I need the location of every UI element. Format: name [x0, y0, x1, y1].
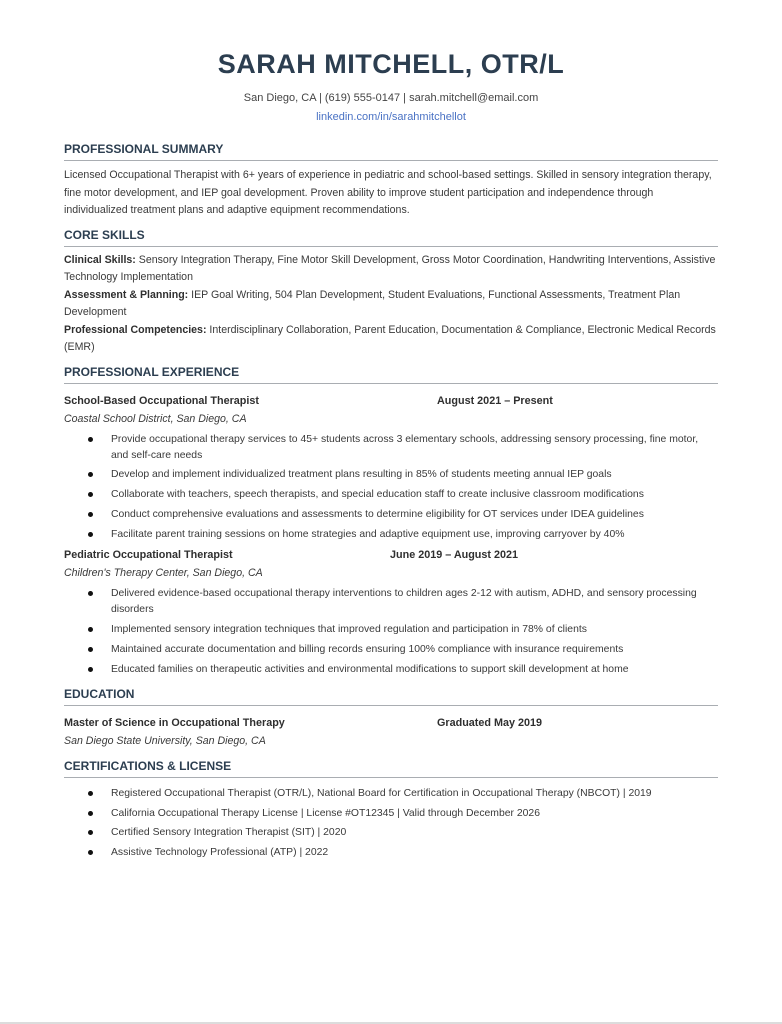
skill-label: Clinical Skills:	[64, 253, 136, 266]
list-item	[64, 432, 718, 464]
candidate-name: SARAH MITCHELL, OTR/L	[217, 49, 565, 79]
job-entry	[64, 392, 718, 543]
section-title-education: EDUCATION	[64, 686, 718, 706]
list-item	[64, 622, 718, 638]
skill-line-competencies	[64, 322, 718, 357]
school: San Diego State University, San Diego, CA	[64, 734, 266, 747]
certification-text: Certified Sensory Integration Therapist (SIT) | 2020	[111, 827, 347, 839]
job-header	[64, 392, 718, 410]
bullet-text: Facilitate parent training sessions on home strategies and adaptive equipment use, improving carryover by 40%	[111, 528, 625, 540]
list-item	[64, 527, 718, 543]
skill-value: Interdisciplinary Collaboration, Parent Education, Documentation & Compliance, Electronic Medical Records (EMR)	[64, 323, 716, 353]
bullet-icon	[88, 591, 93, 596]
section-title-summary: PROFESSIONAL SUMMARY	[64, 141, 718, 161]
job-org: Children's Therapy Center, San Diego, CA	[64, 567, 263, 580]
bullet-icon	[88, 437, 93, 442]
certification-text: California Occupational Therapy License | License #OT12345 | Valid through December 2026	[111, 807, 540, 819]
list-item	[64, 586, 718, 618]
job-org: Coastal School District, San Diego, CA	[64, 412, 247, 425]
job-dates: August 2021 – Present	[437, 394, 553, 407]
job-header	[64, 546, 718, 564]
list-item	[64, 825, 718, 841]
job-role: School-Based Occupational Therapist	[64, 394, 259, 407]
list-item	[64, 467, 718, 483]
bullet-icon	[88, 512, 93, 517]
summary-text: Licensed Occupational Therapist with 6+ years of experience in pediatric and school-based settings. Skilled in sensory integration therapy, fine motor development, and IEP goal development. Proven ability to improve student participation and independence through individualized treatment plans and adaptive equipment recommendations.	[64, 169, 712, 216]
bullet-icon	[88, 532, 93, 537]
education-header	[64, 714, 718, 732]
job-bullets	[64, 432, 718, 543]
degree: Master of Science in Occupational Therapy	[64, 716, 285, 729]
list-item	[64, 806, 718, 822]
list-item	[64, 487, 718, 503]
bullet-icon	[88, 830, 93, 835]
bullet-text: Maintained accurate documentation and billing records ensuring 100% compliance with insurance requirements	[111, 644, 624, 656]
bullet-text: Collaborate with teachers, speech therapists, and special education staff to create inclusive classroom modifications	[111, 489, 644, 501]
list-item	[64, 662, 718, 678]
bullet-text: Provide occupational therapy services to 45+ students across 3 elementary schools, addressing sensory processing, fine motor, and self-care needs	[111, 433, 699, 461]
section-title-experience: PROFESSIONAL EXPERIENCE	[64, 364, 718, 384]
certification-text: Assistive Technology Professional (ATP) | 2022	[111, 847, 329, 859]
list-item	[64, 507, 718, 523]
job-bullets	[64, 586, 718, 677]
skill-value: IEP Goal Writing, 504 Plan Development, Student Evaluations, Functional Assessments, Treatment Plan Development	[64, 288, 681, 318]
bullet-text: Conduct comprehensive evaluations and assessments to determine eligibility for OT services under IDEA guidelines	[111, 508, 644, 520]
job-dates: June 2019 – August 2021	[390, 549, 519, 562]
bullet-text: Develop and implement individualized treatment plans resulting in 85% of students meeting annual IEP goals	[111, 469, 612, 481]
skill-label: Assessment & Planning:	[64, 288, 189, 301]
bullet-text: Delivered evidence-based occupational therapy interventions to children ages 2-12 with autism, ADHD, and sensory processing disorders	[111, 588, 697, 616]
bullet-icon	[88, 627, 93, 632]
bullet-icon	[88, 492, 93, 497]
section-title-certifications: CERTIFICATIONS & LICENSE	[64, 758, 718, 778]
graduation-date: Graduated May 2019	[437, 716, 543, 729]
skill-line-assessment	[64, 287, 718, 322]
bullet-text: Implemented sensory integration techniques that improved regulation and participation in 78% of clients	[111, 624, 587, 636]
certification-text: Registered Occupational Therapist (OTR/L), National Board for Certification in Occupational Therapy (NBCOT) | 2019	[111, 787, 652, 799]
section-title-skills: CORE SKILLS	[64, 227, 718, 247]
skill-label: Professional Competencies:	[64, 323, 207, 336]
skill-line-clinical	[64, 252, 718, 287]
bullet-icon	[88, 472, 93, 477]
list-item	[64, 642, 718, 658]
skills-list	[64, 252, 718, 357]
list-item	[64, 786, 718, 802]
skill-value: Sensory Integration Therapy, Fine Motor Skill Development, Gross Motor Coordination, Handwriting Interventions, Assistive Technology Implementation	[64, 253, 716, 283]
contact-info: San Diego, CA | (619) 555-0147 | sarah.mitchell@email.com	[243, 92, 539, 104]
job-role: Pediatric Occupational Therapist	[64, 549, 233, 562]
bullet-icon	[88, 850, 93, 855]
certifications-list	[64, 786, 718, 861]
list-item	[64, 845, 718, 861]
bullet-icon	[88, 667, 93, 672]
resume-page	[64, 0, 718, 865]
linkedin-link[interactable]: linkedin.com/in/sarahmitchellot	[316, 111, 466, 123]
bullet-icon	[88, 647, 93, 652]
bullet-icon	[88, 811, 93, 816]
job-entry	[64, 546, 718, 677]
bullet-icon	[88, 791, 93, 796]
bullet-text: Educated families on therapeutic activities and environmental modifications to support skill development at home	[111, 663, 629, 675]
